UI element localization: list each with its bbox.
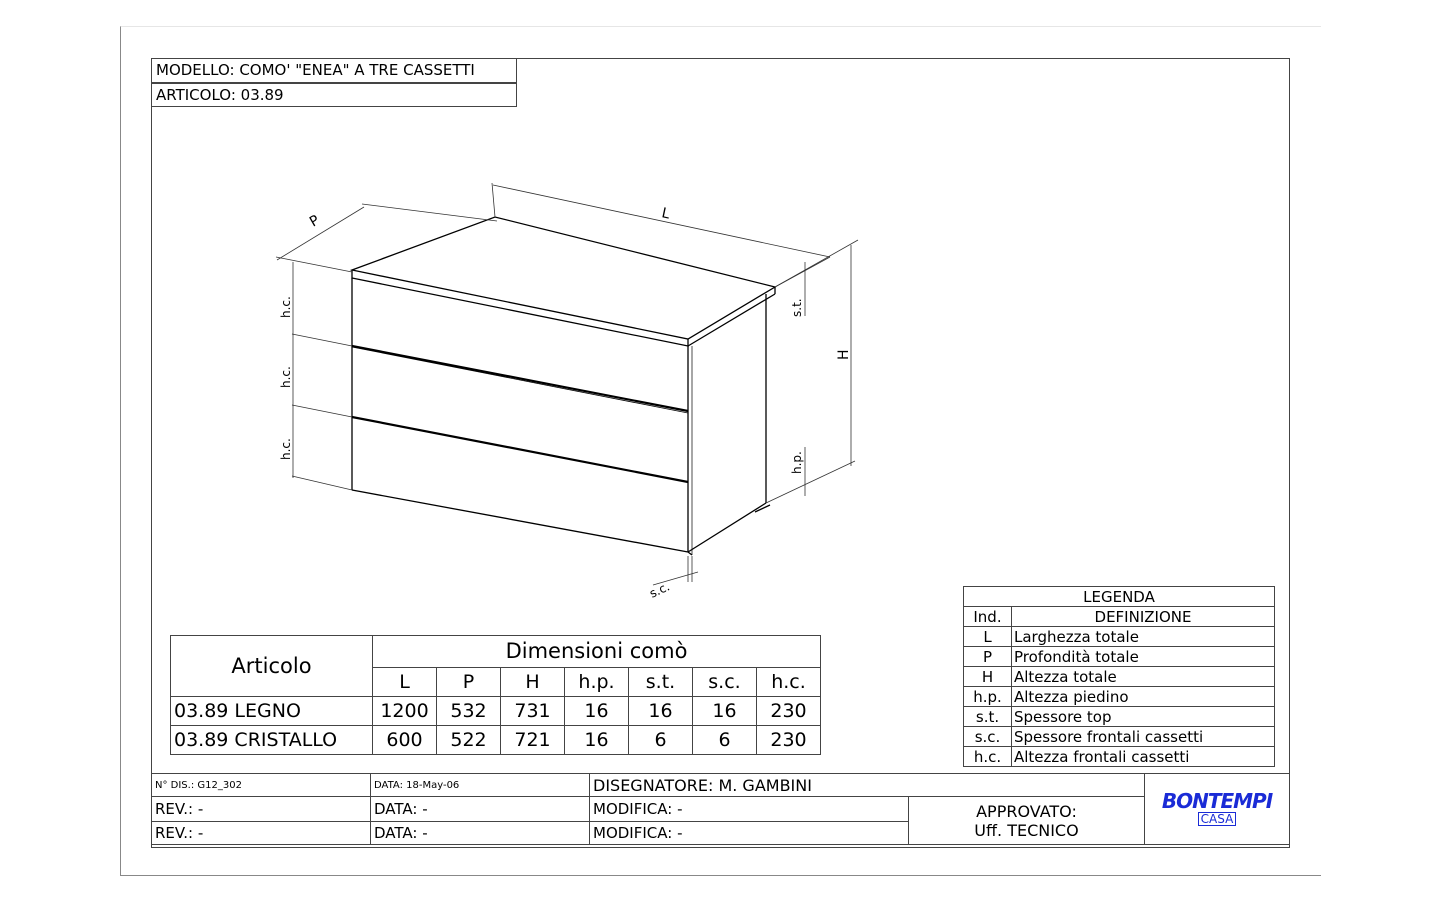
- table-cell: 16: [565, 697, 629, 726]
- revision-1-date: DATA: -: [371, 797, 590, 822]
- brand-sub: CASA: [1198, 812, 1237, 826]
- table-row: [171, 726, 821, 755]
- label-p: P: [307, 212, 323, 231]
- revision-2-date: DATA: -: [371, 822, 590, 845]
- column-header: h.p.: [565, 667, 629, 696]
- legend-def: Altezza frontali cassetti: [1012, 747, 1275, 767]
- legend-def: Altezza totale: [1012, 667, 1275, 687]
- legend-title: LEGENDA: [964, 587, 1275, 607]
- revision-2-change: MODIFICA: -: [590, 822, 909, 845]
- legend-ind: L: [964, 627, 1012, 647]
- table-cell: 6: [629, 726, 693, 755]
- column-header: s.t.: [629, 667, 693, 696]
- table-cell: 532: [437, 697, 501, 726]
- label-h: H: [836, 349, 852, 360]
- legend-row: [964, 687, 1275, 707]
- table-cell: 230: [757, 726, 821, 755]
- table-cell: 522: [437, 726, 501, 755]
- legend-ind: H: [964, 667, 1012, 687]
- legend-def: Profondità totale: [1012, 647, 1275, 667]
- table-cell: 230: [757, 697, 821, 726]
- brand-logo: [1145, 774, 1290, 845]
- brand-name: BONTEMPI: [1161, 789, 1273, 813]
- title-block: [151, 773, 1290, 845]
- row-name: 03.89 CRISTALLO: [171, 726, 373, 755]
- drawing-date: DATA: 18-May-06: [371, 774, 590, 797]
- legend-table: [963, 586, 1275, 767]
- table-cell: 731: [501, 697, 565, 726]
- table-cell: 6: [693, 726, 757, 755]
- approval: [909, 797, 1145, 845]
- table-cell: 16: [565, 726, 629, 755]
- label-hp: h.p.: [790, 451, 804, 474]
- model-title: MODELLO: COMO' "ENEA" A TRE CASSETTI: [151, 58, 517, 83]
- table-cell: 16: [693, 697, 757, 726]
- legend-def: Altezza piedino: [1012, 687, 1275, 707]
- approval-office: Uff. TECNICO: [974, 820, 1079, 840]
- legend-ind: s.c.: [964, 727, 1012, 747]
- dimensions-group-header: Dimensioni comò: [373, 636, 821, 668]
- table-cell: 1200: [373, 697, 437, 726]
- column-header: s.c.: [693, 667, 757, 696]
- revision-2: REV.: -: [152, 822, 371, 845]
- legend-ind: s.t.: [964, 707, 1012, 727]
- legend-ind: h.c.: [964, 747, 1012, 767]
- legend-row: [964, 727, 1275, 747]
- legend-def-header: DEFINIZIONE: [1012, 607, 1275, 627]
- legend-ind-header: Ind.: [964, 607, 1012, 627]
- legend-row: [964, 647, 1275, 667]
- legend-def: Larghezza totale: [1012, 627, 1275, 647]
- approval-label: APPROVATO:: [976, 801, 1077, 821]
- drawing-number: N° DIS.: G12_302: [152, 774, 371, 797]
- dimensions-articolo-header: Articolo: [171, 636, 373, 697]
- column-header: P: [437, 667, 501, 696]
- dimensions-table: [170, 635, 821, 755]
- legend-ind: h.p.: [964, 687, 1012, 707]
- revision-1-change: MODIFICA: -: [590, 797, 909, 822]
- article-code: ARTICOLO: 03.89: [151, 83, 517, 107]
- legend-def: Spessore top: [1012, 707, 1275, 727]
- label-hc-middle: h.c.: [279, 366, 293, 388]
- legend-row: [964, 747, 1275, 767]
- table-cell: 16: [629, 697, 693, 726]
- label-st: s.t.: [790, 298, 804, 317]
- legend-row: [964, 707, 1275, 727]
- table-row: [171, 697, 821, 726]
- designer: DISEGNATORE: M. GAMBINI: [590, 774, 1145, 797]
- legend-row: [964, 627, 1275, 647]
- label-l: L: [660, 205, 672, 223]
- table-cell: 721: [501, 726, 565, 755]
- column-header: h.c.: [757, 667, 821, 696]
- legend-ind: P: [964, 647, 1012, 667]
- label-sc: s.c.: [647, 579, 672, 601]
- legend-row: [964, 667, 1275, 687]
- row-name: 03.89 LEGNO: [171, 697, 373, 726]
- legend-def: Spessore frontali cassetti: [1012, 727, 1275, 747]
- label-hc-bottom: h.c.: [279, 438, 293, 460]
- column-header: L: [373, 667, 437, 696]
- label-hc-top: h.c.: [279, 296, 293, 318]
- revision-1: REV.: -: [152, 797, 371, 822]
- table-cell: 600: [373, 726, 437, 755]
- column-header: H: [501, 667, 565, 696]
